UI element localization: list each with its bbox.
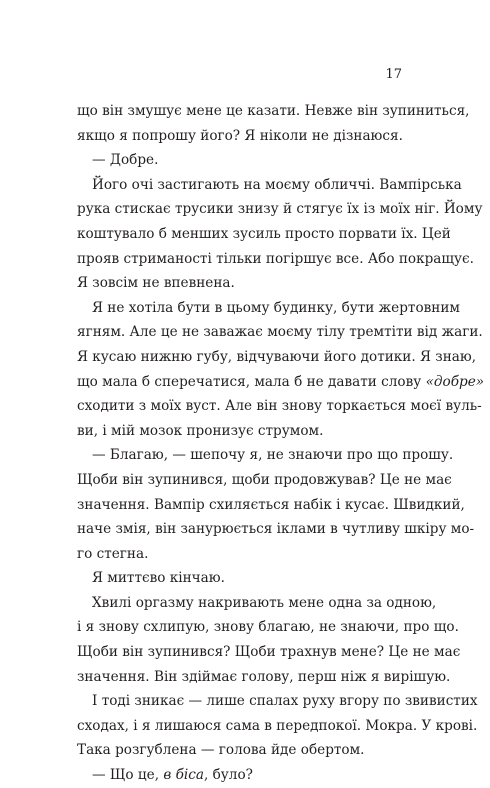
text-line: ягням. Але це не заважає моєму тілу тремтіти від жаги. [77, 324, 483, 341]
text-line: що він змушує мене це казати. Невже він зупиниться, [77, 103, 470, 119]
text-span: , було? [203, 767, 253, 784]
text-line [77, 763, 403, 788]
text-line: Щоби він зупинився, щоби продовжував? Це не має [77, 471, 452, 488]
text-line: коштувало б менших зусиль просто порвати їх. Цей [77, 225, 451, 242]
text-line: ви, і мій мозок пронизує струмом. [77, 422, 324, 439]
text-line: Його очі застигають на моєму обличчі. Вампірська [92, 176, 462, 193]
text-line: Щоби він зупинився? Щоби трахнув мене? Це не має [77, 644, 461, 661]
text-line: Я кусаю нижню губу, відчуваючи його дотики. Я знаю, [77, 348, 477, 365]
body-text [77, 99, 485, 788]
text-span: що мала б сперечатися, мала б не давати слову [77, 373, 426, 390]
text-line: значення. Він здіймає голову, перш ніж я вирішую. [77, 668, 451, 685]
italic-text: в біса [163, 767, 204, 784]
text-line: якщо я попрошу його? Я ніколи не дізнаюся. [77, 127, 403, 144]
text-line: наче змія, він занурюється іклами в чутливу шкіру мо- [77, 521, 475, 538]
text-line: Я миттєво кінчаю. [92, 570, 225, 587]
text-line: — Добре. [92, 152, 159, 169]
text-line: значення. Вампір схиляється набік і кусає. Швидкий, [77, 496, 465, 513]
text-line: — Благаю, — шепочу я, не знаючи про що прошу. [92, 447, 454, 464]
page-number: 17 [385, 67, 402, 82]
text-line: І тоді зникає — лише спалах руху вгору по звивистих [92, 693, 478, 710]
text-line: Я зовсім не впевнена. [77, 275, 235, 292]
text-span: — Що це, [92, 767, 164, 784]
text-line: сходах, і я лишаюся сама в передпокої. Мокра. У крові. [77, 717, 478, 734]
text-line: го стегна. [77, 545, 149, 562]
text-line: Така розгублена — голова йде обертом. [77, 742, 365, 759]
text-line: рука стискає трусики знизу й стягує їх із моїх ніг. Йому [77, 201, 483, 218]
italic-text: «добре» [425, 373, 485, 390]
text-line: Хвилі оргазму накривають мене одна за одною, [92, 594, 437, 611]
text-line [77, 370, 485, 395]
text-line: Я не хотіла бути в цьому будинку, бути жертовним [92, 299, 460, 316]
text-line: і я знову схлипую, знову благаю, не знаючи, про що. [77, 619, 459, 636]
text-line: прояв стриманості тільки погіршує все. Або покращує. [77, 250, 474, 267]
text-line: сходити з моїх вуст. Але він знову торкається моєї вуль- [77, 398, 482, 415]
